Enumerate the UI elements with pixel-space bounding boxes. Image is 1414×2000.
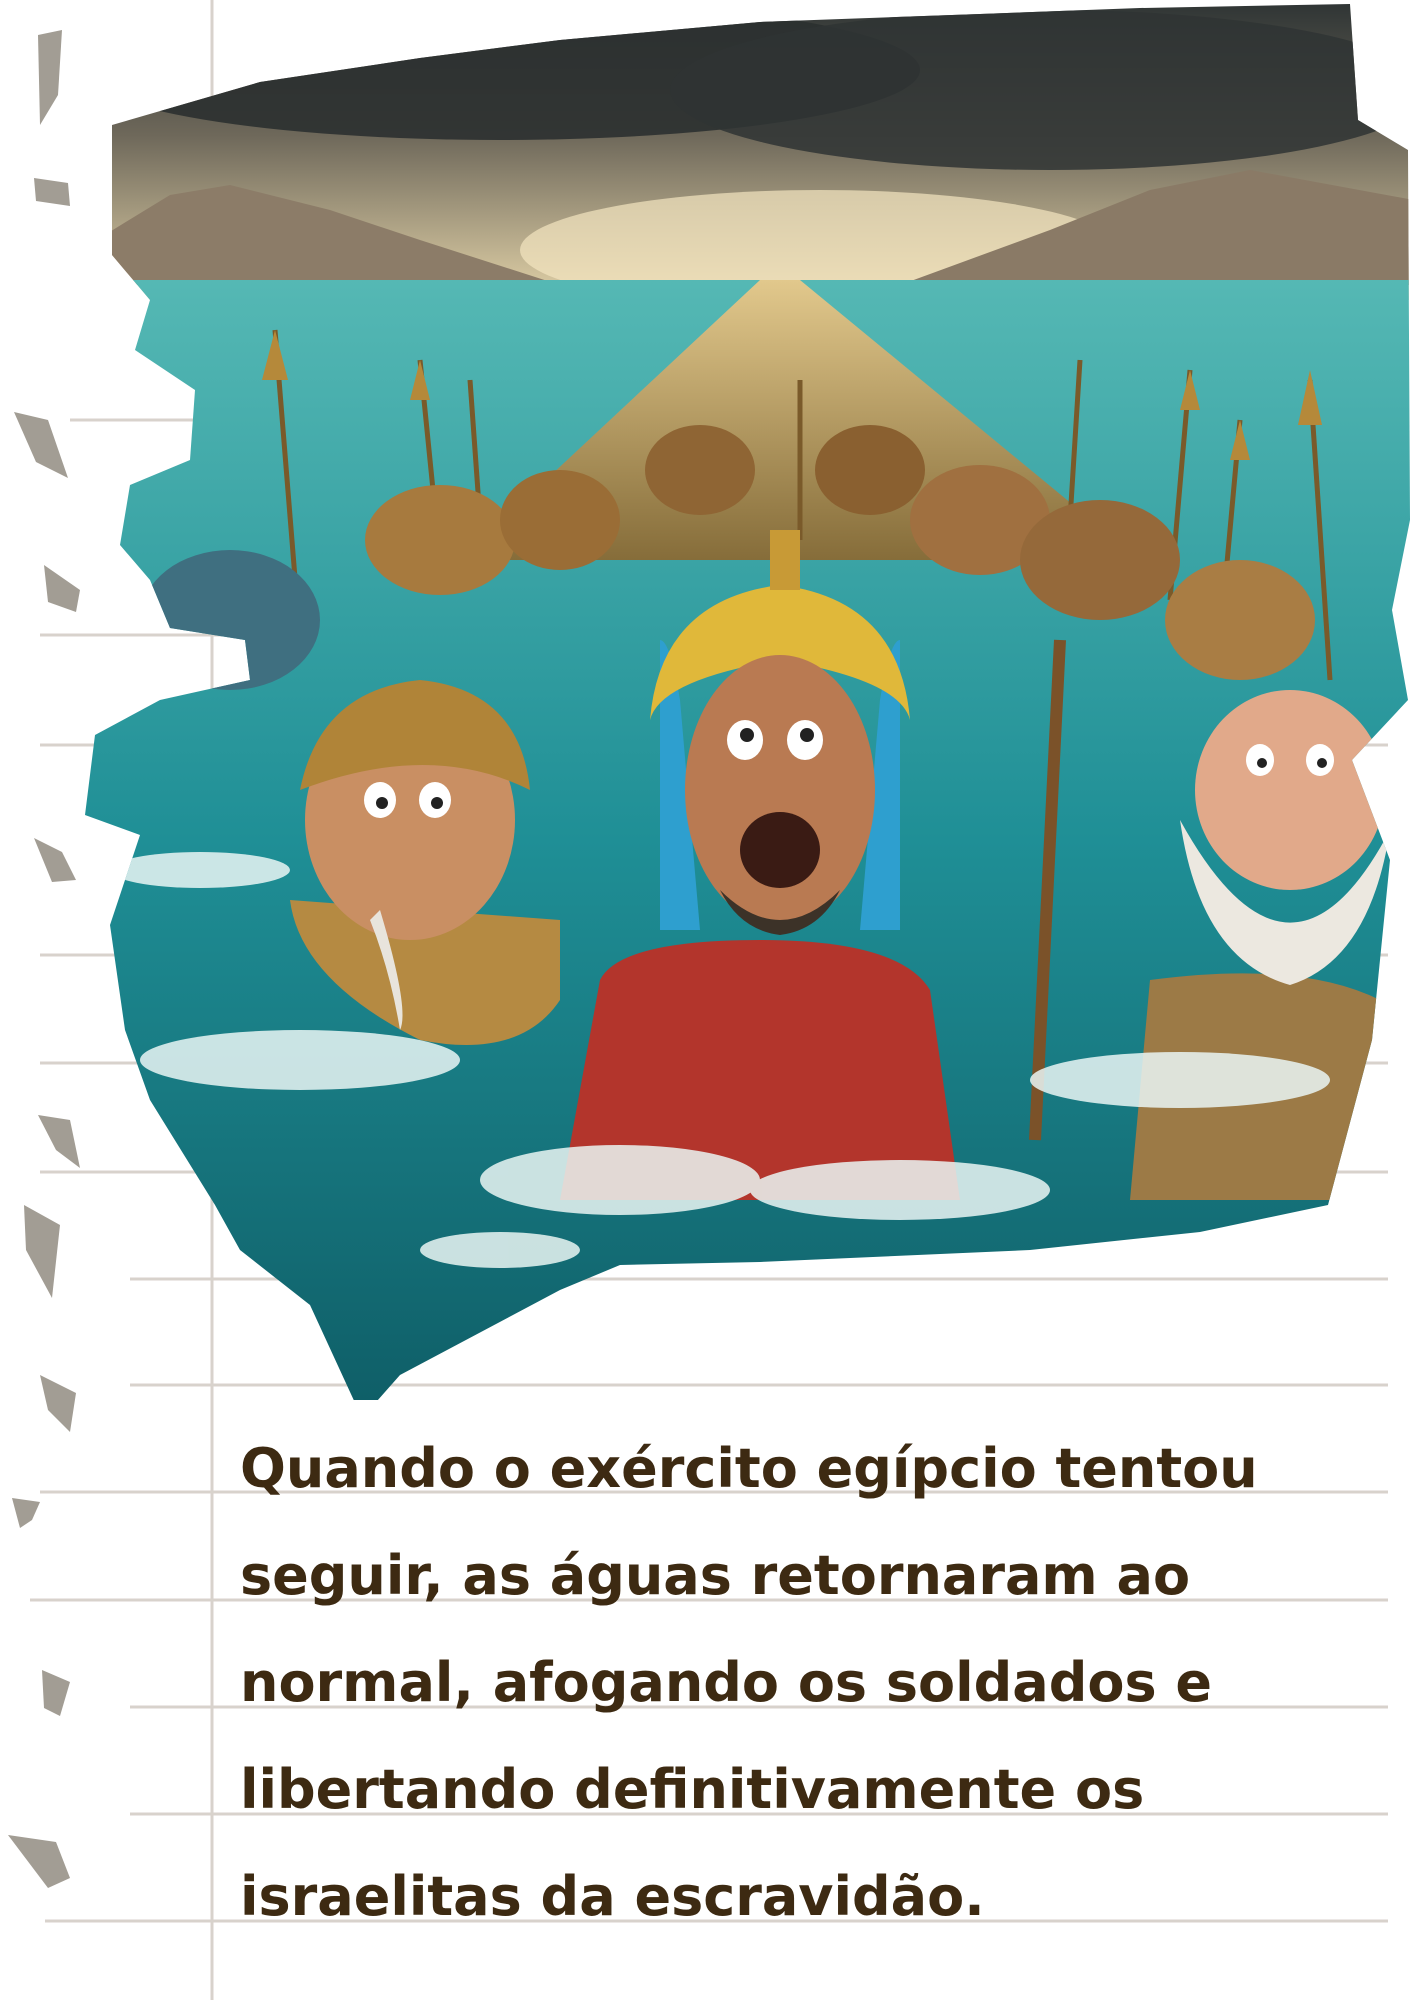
story-caption — [240, 1415, 1340, 1950]
story-line: Quando o exército egípcio tentou — [240, 1437, 1258, 1500]
story-line: libertando definitivamente os — [240, 1758, 1145, 1821]
story-line: normal, afogando os soldados e — [240, 1651, 1213, 1714]
story-line: israelitas da escravidão. — [240, 1865, 985, 1928]
dark-cloud — [670, 10, 1414, 170]
story-line: seguir, as águas retornaram ao — [240, 1544, 1191, 1607]
